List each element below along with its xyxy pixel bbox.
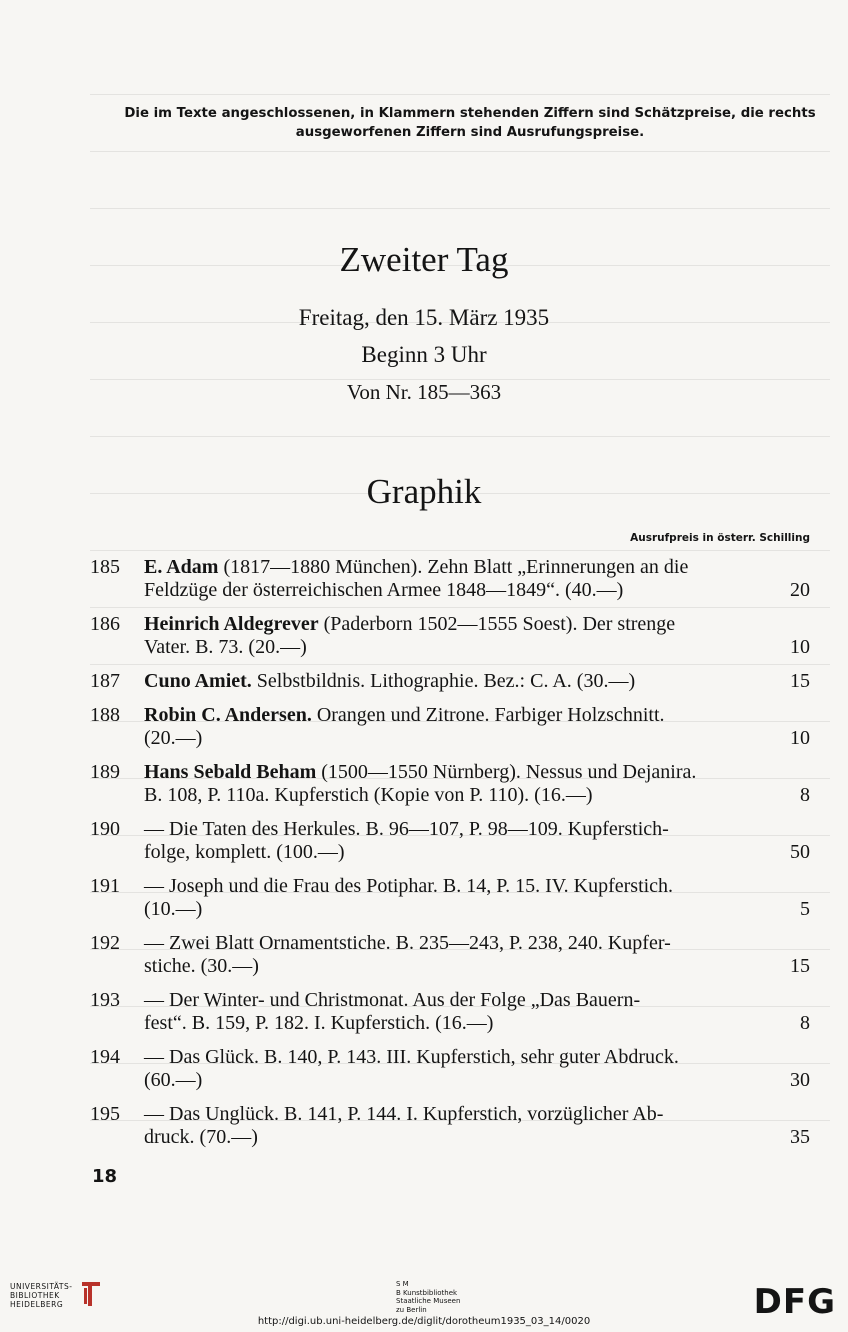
lot-first-line: [144, 1103, 810, 1126]
lot-text-end: (10.—): [144, 898, 203, 920]
smb-line: B Kunstbibliothek: [396, 1288, 458, 1297]
lot-entry: [90, 875, 810, 921]
lot-entry: [90, 704, 810, 750]
lot-text-end: (60.—): [144, 1069, 203, 1091]
lot-number: 195: [90, 1103, 120, 1125]
lot-first-line: [144, 1046, 810, 1069]
lot-entry: [90, 613, 810, 659]
lot-price: 50: [790, 841, 810, 863]
lot-text-end: fest“. B. 159, P. 182. I. Kupferstich. (16.—): [144, 1012, 494, 1034]
lot-text: (1817—1880 München). Zehn Blatt „Erinnerungen an die: [223, 556, 689, 578]
lot-last-line: [144, 1126, 810, 1149]
lot-first-line: [144, 556, 810, 579]
lot-number: 187: [90, 670, 120, 692]
lot-list: [90, 556, 810, 1160]
lot-artist: E. Adam: [144, 556, 219, 578]
lot-artist: Heinrich Aldegrever: [144, 613, 319, 635]
lot-price: 8: [800, 784, 810, 806]
lot-entry: [90, 1103, 810, 1149]
lot-description: [144, 613, 810, 659]
lot-first-line: [144, 761, 810, 784]
lot-entry: [90, 761, 810, 807]
lot-last-line: [144, 670, 810, 693]
source-url[interactable]: http://digi.ub.uni-heidelberg.de/diglit/dorotheum1935_03_14/0020: [257, 1316, 591, 1327]
lot-artist: Hans Sebald Beham: [144, 761, 317, 783]
lot-text-end: (20.—): [144, 727, 203, 749]
lot-description: [144, 818, 810, 864]
university-label: [10, 1282, 72, 1309]
lot-description: [144, 670, 810, 693]
lot-text: — Das Unglück. B. 141, P. 144. I. Kupferstich, vorzüglicher Ab-: [144, 1103, 664, 1125]
lot-number: 188: [90, 704, 120, 726]
lot-description: [144, 932, 810, 978]
lot-last-line: [144, 727, 810, 750]
lot-number: 192: [90, 932, 120, 954]
begin-line: Beginn 3 Uhr: [361, 342, 487, 367]
header-note: Die im Texte angeschlossenen, in Klammern stehenden Ziffern sind Schätzpreise, die rechts ausgeworfenen Ziffern sind Ausrufungspreise.: [124, 106, 816, 140]
lot-last-line: [144, 898, 810, 921]
lot-text: (Paderborn 1502—1555 Soest). Der strenge: [323, 613, 676, 635]
smb-line: Staatliche Museen: [396, 1297, 461, 1305]
lot-text-end: Selbstbildnis. Lithographie. Bez.: C. A. (30.—): [256, 670, 636, 692]
lot-text: — Das Glück. B. 140, P. 143. III. Kupferstich, sehr guter Abdruck.: [144, 1046, 679, 1068]
lot-first-line: [144, 875, 810, 898]
lot-artist: Robin C. Andersen.: [144, 704, 312, 726]
lot-text-end: Vater. B. 73. (20.—): [144, 636, 307, 658]
lot-text: Orangen und Zitrone. Farbiger Holzschnitt.: [316, 704, 665, 726]
price-legend: Ausrufpreis in österr. Schilling: [630, 532, 810, 544]
lot-number: 189: [90, 761, 120, 783]
lot-text-end: druck. (70.—): [144, 1126, 258, 1148]
lot-first-line: [144, 704, 810, 727]
lot-number: 186: [90, 613, 120, 635]
lot-first-line: [144, 932, 810, 955]
lot-last-line: [144, 955, 810, 978]
lot-last-line: [144, 1012, 810, 1035]
day-title: Zweiter Tag: [339, 240, 509, 279]
lot-description: [144, 761, 810, 807]
footer: [0, 1262, 848, 1332]
lot-number: 194: [90, 1046, 120, 1068]
range-line: Von Nr. 185—363: [346, 380, 502, 404]
lot-text-end: B. 108, P. 110a. Kupferstich (Kopie von P. 110). (16.—): [144, 784, 593, 806]
lot-entry: [90, 1046, 810, 1092]
lot-description: [144, 1046, 810, 1092]
university-line: UNIVERSITÄTS-: [10, 1282, 73, 1291]
lot-price: 8: [800, 1012, 810, 1034]
dfg-logo: DFG: [753, 1282, 836, 1322]
date-line: Freitag, den 15. März 1935: [298, 305, 550, 330]
section-title: Graphik: [366, 472, 482, 511]
lot-text: — Zwei Blatt Ornamentstiche. B. 235—243, P. 238, 240. Kupfer-: [144, 932, 671, 954]
lot-entry: [90, 818, 810, 864]
lot-price: 15: [790, 670, 810, 692]
lot-entry: [90, 670, 810, 693]
lot-last-line: [144, 784, 810, 807]
lot-description: [144, 704, 810, 750]
smb-line: zu Berlin: [396, 1305, 427, 1314]
page-number: 18: [92, 1166, 118, 1187]
lot-price: 15: [790, 955, 810, 977]
smb-line: S M: [396, 1280, 409, 1288]
lot-price: 30: [790, 1069, 810, 1091]
lot-text-end: folge, komplett. (100.—): [144, 841, 345, 863]
lot-price: 35: [790, 1126, 810, 1148]
lot-last-line: [144, 579, 810, 602]
lot-artist: Cuno Amiet.: [144, 670, 252, 692]
lot-entry: [90, 932, 810, 978]
lot-text: (1500—1550 Nürnberg). Nessus und Dejanira.: [321, 761, 697, 783]
lot-entry: [90, 989, 810, 1035]
lot-text: — Die Taten des Herkules. B. 96—107, P. 98—109. Kupferstich-: [144, 818, 669, 840]
lot-first-line: [144, 818, 810, 841]
university-line: HEIDELBERG: [10, 1300, 64, 1309]
lot-text-end: stiche. (30.—): [144, 955, 259, 977]
lot-description: [144, 989, 810, 1035]
lot-last-line: [144, 841, 810, 864]
lot-description: [144, 556, 810, 602]
lot-first-line: [144, 613, 810, 636]
lot-number: 190: [90, 818, 120, 840]
university-line: BIBLIOTHEK: [10, 1291, 60, 1300]
lot-first-line: [144, 670, 257, 692]
lot-last-line: [144, 636, 810, 659]
smb-label: [396, 1280, 460, 1314]
lot-price: 10: [790, 636, 810, 658]
lot-number: 193: [90, 989, 120, 1011]
lot-number: 185: [90, 556, 120, 578]
lot-line-wrap: [144, 670, 635, 693]
lot-number: 191: [90, 875, 120, 897]
university-logo-icon: [80, 1278, 102, 1308]
lot-text: — Der Winter- und Christmonat. Aus der Folge „Das Bauern-: [144, 989, 641, 1011]
lot-price: 10: [790, 727, 810, 749]
lot-entry: [90, 556, 810, 602]
lot-first-line: [144, 989, 810, 1012]
lot-text-end: Feldzüge der österreichischen Armee 1848—1849“. (40.—): [144, 579, 624, 601]
lot-last-line: [144, 1069, 810, 1092]
lot-price: 5: [800, 898, 810, 920]
lot-description: [144, 1103, 810, 1149]
lot-description: [144, 875, 810, 921]
lot-price: 20: [790, 579, 810, 601]
lot-text: — Joseph und die Frau des Potiphar. B. 14, P. 15. IV. Kupferstich.: [144, 875, 674, 897]
